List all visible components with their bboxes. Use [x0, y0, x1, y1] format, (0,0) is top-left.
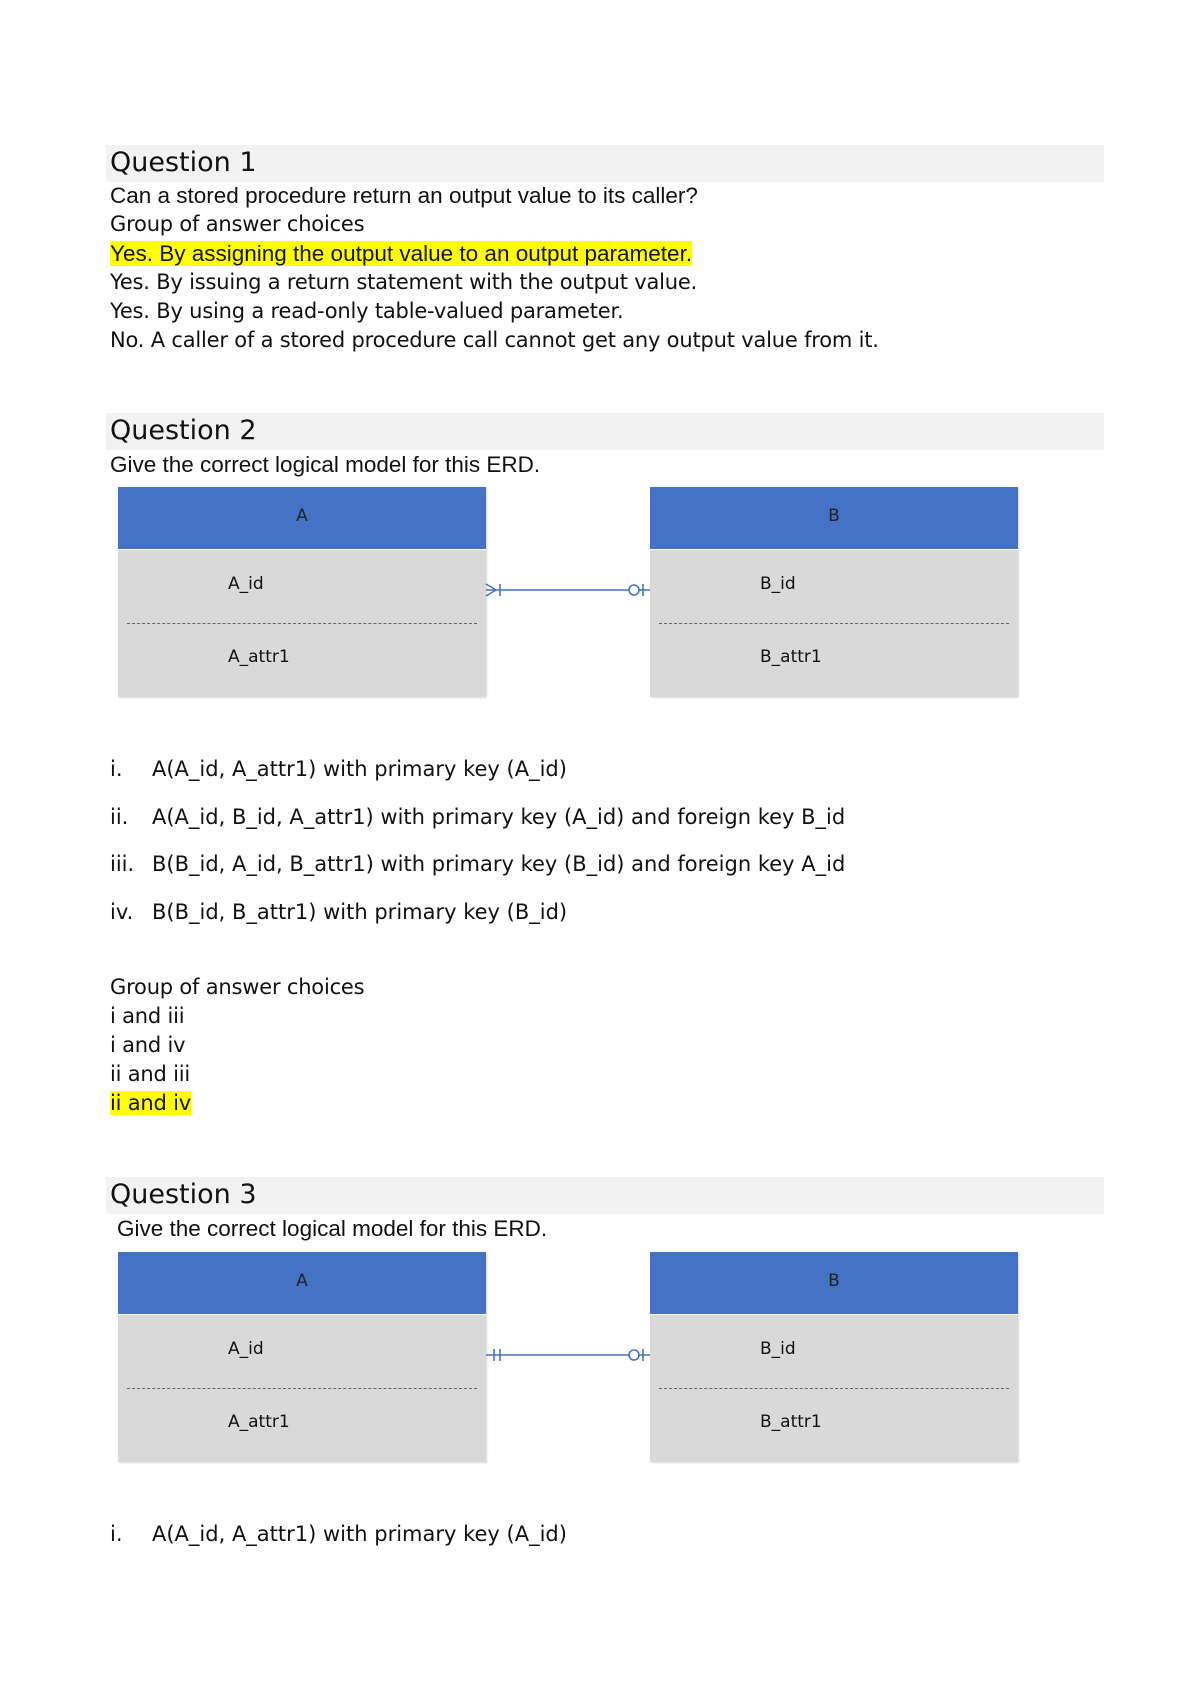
highlighted-answer: ii and iv [110, 1091, 191, 1115]
entity-b-attr: B_attr1 [760, 1412, 822, 1432]
erd-diagram-q2 [116, 487, 1016, 697]
option-row [110, 1520, 567, 1548]
question-2-group-label: Group of answer choices [110, 975, 365, 999]
question-3-prompt: Give the correct logical model for this ERD. [117, 1216, 548, 1241]
option-number: i. [110, 757, 123, 781]
option-row [110, 755, 567, 783]
question-1-prompt: Can a stored procedure return an output value to its caller? [110, 183, 698, 208]
question-2-choice [110, 1089, 191, 1118]
question-2-choice: i and iii [110, 1004, 185, 1028]
option-text: A(A_id, B_id, A_attr1) with primary key (A_id) and foreign key B_id [152, 805, 846, 829]
question-1-title: Question 1 [110, 147, 257, 178]
question-2-title: Question 2 [110, 415, 257, 446]
entity-a-attr: A_attr1 [228, 1412, 290, 1432]
option-text: A(A_id, A_attr1) with primary key (A_id) [152, 757, 567, 781]
question-1-choice: No. A caller of a stored procedure call cannot get any output value from it. [110, 328, 879, 352]
option-number: iv. [110, 900, 134, 924]
question-2-choice: ii and iii [110, 1062, 191, 1086]
entity-a-attr: A_attr1 [228, 647, 290, 667]
entity-b-name: B [828, 1271, 840, 1291]
option-row [110, 850, 845, 878]
option-number: i. [110, 1522, 123, 1546]
zero-circle-icon [629, 1350, 639, 1360]
question-1-choice: Yes. By using a read-only table-valued parameter. [110, 299, 624, 323]
question-1-group-label: Group of answer choices [110, 212, 365, 236]
entity-a-key: A_id [228, 1339, 264, 1359]
highlighted-answer: Yes. By assigning the output value to an output parameter. [110, 241, 693, 266]
option-number: ii. [110, 805, 129, 829]
question-2-prompt: Give the correct logical model for this ERD. [110, 452, 541, 477]
option-text: A(A_id, A_attr1) with primary key (A_id) [152, 1522, 567, 1546]
question-1-choice [110, 239, 692, 268]
relationship-connector-q2 [116, 487, 1016, 697]
entity-a-name: A [296, 506, 308, 526]
relationship-connector-q3 [116, 1252, 1016, 1462]
zero-circle-icon [629, 585, 639, 595]
option-number: iii. [110, 852, 135, 876]
erd-diagram-q3 [116, 1252, 1016, 1462]
option-row [110, 803, 845, 831]
option-text: B(B_id, B_attr1) with primary key (B_id) [152, 900, 568, 924]
entity-b-key: B_id [760, 1339, 796, 1359]
entity-b-attr: B_attr1 [760, 647, 822, 667]
question-1-choice: Yes. By issuing a return statement with the output value. [110, 270, 698, 294]
option-row [110, 898, 567, 926]
option-text: B(B_id, A_id, B_attr1) with primary key (B_id) and foreign key A_id [152, 852, 846, 876]
question-2-choice: i and iv [110, 1033, 186, 1057]
question-3-title: Question 3 [110, 1179, 257, 1210]
entity-b-key: B_id [760, 574, 796, 594]
entity-b-name: B [828, 506, 840, 526]
crows-foot-icon [486, 584, 496, 590]
entity-a-name: A [296, 1271, 308, 1291]
entity-a-key: A_id [228, 574, 264, 594]
